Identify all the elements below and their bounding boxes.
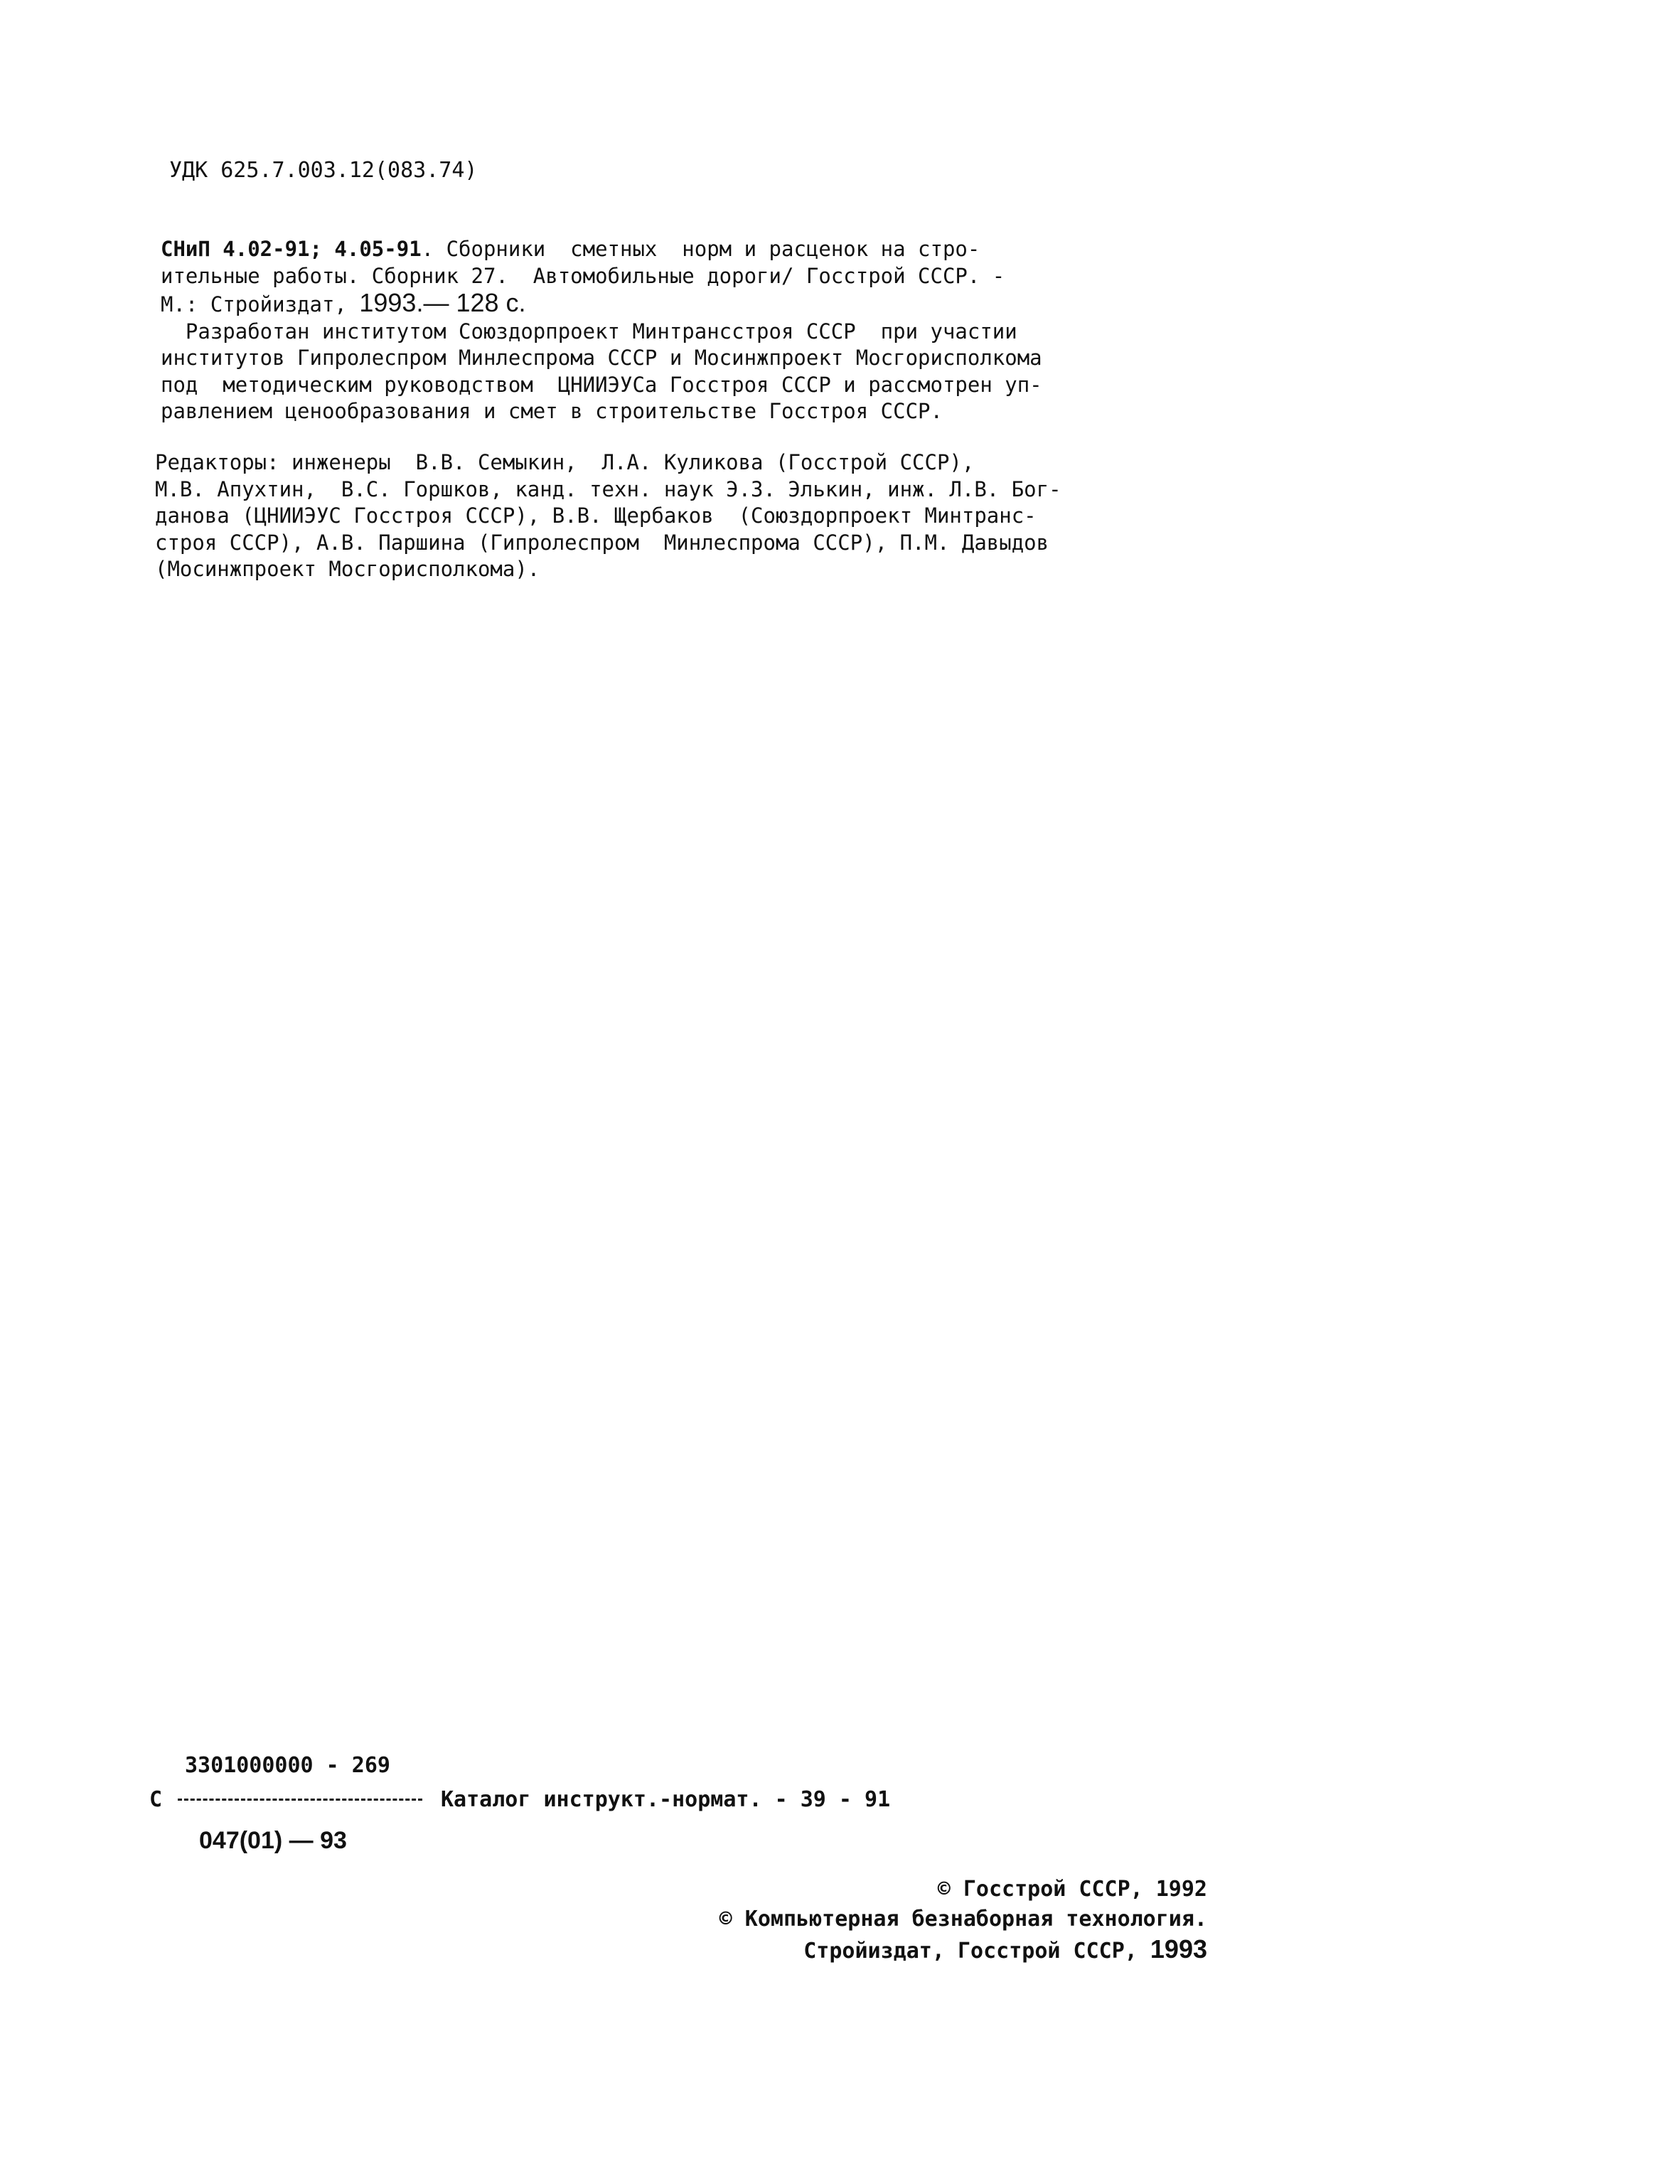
editors-line-2: М.В. Апухтин, В.С. Горшков, канд. техн. наук Э.З. Элькин, инж. Л.В. Бог- bbox=[155, 476, 1061, 501]
biblio-line-1-rest: . Сборники сметных норм и расценок на стро- bbox=[421, 237, 980, 261]
catalog-fraction-rule bbox=[178, 1799, 422, 1801]
copyright-line-1: © Госстрой СССР, 1992 bbox=[937, 1877, 1207, 1902]
catalog-letter: С bbox=[149, 1787, 163, 1812]
copyright-year: 1993 bbox=[1150, 1934, 1207, 1964]
biblio-line-5: институтов Гипролеспром Минлеспрома СССР и Мосинжпроект Мосгорисполкома bbox=[161, 346, 1042, 370]
biblio-line-2: ительные работы. Сборник 27. Автомобильные дороги/ Госстрой СССР. - bbox=[161, 263, 1005, 288]
editors-line-4: строя СССР), А.В. Паршина (Гипролеспром Минлеспрома СССР), П.М. Давыдов bbox=[155, 530, 1049, 555]
biblio-line-7: равлением ценообразования и смет в строительстве Госстроя СССР. bbox=[161, 399, 943, 423]
copyright-line-3 bbox=[719, 1934, 1207, 1966]
catalog-number-bottom: 047(01) — 93 bbox=[199, 1827, 347, 1854]
biblio-line-3 bbox=[161, 289, 1042, 319]
editors-block bbox=[155, 449, 1061, 583]
editors-line-3: данова (ЦНИИЭУС Госстроя СССР), В.В. Щербаков (Союздорпроект Минтранс- bbox=[155, 504, 1037, 528]
biblio-publisher: М.: Стройиздат, bbox=[161, 292, 360, 316]
bibliographic-description bbox=[161, 236, 1042, 425]
biblio-line-6: под методическим руководством ЦНИИЭУСа Госстроя СССР и рассмотрен уп- bbox=[161, 372, 1042, 397]
copyright-publisher: Стройиздат, Госстрой СССР, bbox=[803, 1939, 1150, 1964]
udc-code: УДК 625.7.003.12(083.74) bbox=[169, 158, 478, 183]
editors-line-5: (Мосинжпроект Мосгорисполкома). bbox=[155, 557, 540, 581]
copyright-line-2: © Компьютерная безнаборная технология. bbox=[719, 1907, 1207, 1932]
catalog-text: Каталог инструкт.-нормат. - 39 - 91 bbox=[441, 1787, 891, 1812]
copyright-block bbox=[719, 1875, 1207, 1966]
snip-code: СНиП 4.02-91; 4.05-91 bbox=[161, 237, 422, 261]
editors-line-1: Редакторы: инженеры В.В. Семыкин, Л.А. Куликова (Госстрой СССР), bbox=[155, 450, 975, 474]
biblio-year-pages: 1993.— 128 с. bbox=[359, 288, 526, 317]
biblio-line-1 bbox=[161, 236, 1042, 263]
biblio-line-4: Разработан институтом Союздорпроект Минтрансстроя СССР при участии bbox=[161, 319, 1017, 343]
catalog-number-top: 3301000000 - 269 bbox=[185, 1753, 390, 1778]
